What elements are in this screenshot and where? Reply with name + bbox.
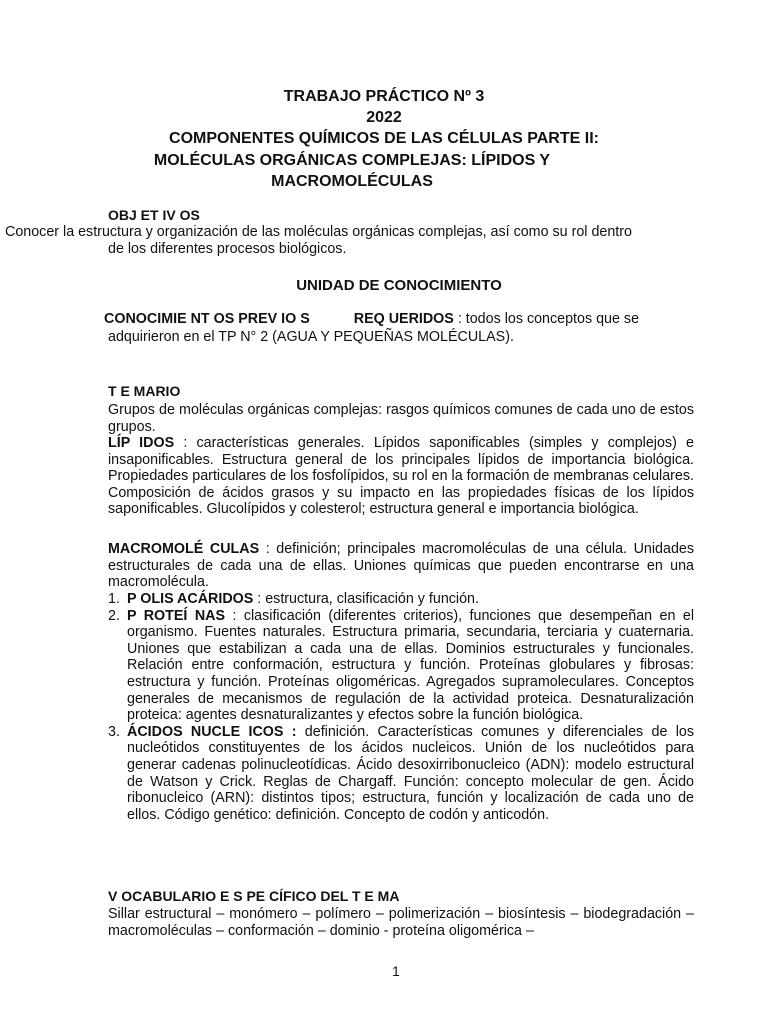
objetivos-text-line-1: Conocer la estructura y organización de las moléculas orgánicas complejas, así como su rol dentro xyxy=(5,224,632,240)
list-item xyxy=(108,608,694,724)
page-number: 1 xyxy=(392,963,400,979)
previos-line-2: adquirieron en el TP N° 2 (AGUA Y PEQUEÑAS MOLÉCULAS). xyxy=(108,329,514,345)
temario-macromoleculas xyxy=(108,541,694,591)
title-line-4: MOLÉCULAS ORGÁNICAS COMPLEJAS: LÍPIDOS Y xyxy=(153,152,551,169)
macro-label: MACROMOLÉ CULAS xyxy=(108,541,260,557)
list-item-text: definición. Características comunes y diferenciales de los nucleótidos constituyentes de los ácidos nucleicos. Unión de los nucleótidos para generar cadenas polinucleotídicas. Ácido desoxirribonucleico (ADN): modelo estructural de Watson y Crick. Reglas de Chargaff. Función: concepto molecular de gen. Ácido ribonucleico (ARN): distintos tipos; estructura, función y localización de cada uno de ellos. Código genético: definición. Concepto de codón y anticodón. xyxy=(127,723,694,823)
list-item-text: : clasificación (diferentes criterios), funciones que desempeñan en el organismo. Fuentes naturales. Estructura primaria, secundaria, terciaria y cuaternaria. Uniones que estabilizan a cada una de ellas. Dominios estructurales y funcionales. Relación entre conformación, estructura y función. Proteínas globulares y fibrosas: estructura y función. Proteínas oligoméricas. Agregados supramoleculares. Conceptos generales de mecanismos de regulación de la actividad proteica. Desnaturalización proteica: agentes desnaturalizantes y efectos sobre la función biológica. xyxy=(127,607,694,724)
list-item-label: ÁCIDOS NUCLE ICOS : xyxy=(127,723,297,740)
lipidos-label: LÍP IDOS xyxy=(108,435,175,451)
temario-heading: T E MARIO xyxy=(108,383,181,399)
temario-intro: Grupos de moléculas orgánicas complejas: rasgos químicos comunes de cada uno de estos grupos. xyxy=(108,402,694,435)
macromoleculas-list xyxy=(108,591,694,823)
list-item-label: P ROTEÍ NAS xyxy=(127,607,226,624)
list-item-number: 1. xyxy=(108,591,120,607)
temario-lipidos xyxy=(108,435,694,518)
previos-label-b: REQ UERIDOS xyxy=(353,311,454,327)
list-item-text: : estructura, clasificación y función. xyxy=(253,591,479,607)
list-item xyxy=(108,591,694,608)
title-line-3: COMPONENTES QUÍMICOS DE LAS CÉLULAS PARTE II: xyxy=(169,130,599,147)
vocabulario-text: Sillar estructural – monómero – polímero – polimerización – biosíntesis – biodegradación – macromoléculas – conformación – dominio - proteína oligomérica – xyxy=(108,906,694,939)
list-item-number: 3. xyxy=(108,723,120,740)
list-item xyxy=(108,724,694,824)
title-line-2: 2022 xyxy=(366,109,402,126)
objetivos-heading: OBJ ET IV OS xyxy=(108,207,200,223)
title-line-5: MACROMOLÉCULAS xyxy=(271,173,433,190)
previos-label-a: CONOCIMIE NT OS PREV IO S xyxy=(104,311,310,327)
unidad-heading: UNIDAD DE CONOCIMIENTO xyxy=(296,277,502,294)
list-item-label: P OLIS ACÁRIDOS xyxy=(127,591,254,607)
lipidos-text: : características generales. Lípidos saponificables (simples y complejos) e insaponificables. Estructura general de los principales lípidos de importancia biológica. Propiedades particulares de los fosfolípidos, su rol en la formación de membranas celulares. Composición de ácidos grasos y su impacto en las propiedades físicas de los lípidos saponificables. Glucolípidos y colesterol; estructura general e importancia biológica. xyxy=(108,435,694,518)
title-line-1: TRABAJO PRÁCTICO Nº 3 xyxy=(283,88,485,105)
macro-text: : definición; principales macromoléculas de una célula. Unidades estructurales de cada una de ellas. Uniones químicas que pueden encontrarse en una macromolécula. xyxy=(108,541,694,591)
previos-text-1: : todos los conceptos que se xyxy=(453,311,640,327)
objetivos-text-line-2: de los diferentes procesos biológicos. xyxy=(108,241,347,257)
vocabulario-heading: V OCABULARIO E S PE CÍFICO DEL T E MA xyxy=(108,888,400,904)
previos-line-1 xyxy=(104,311,704,328)
list-item-number: 2. xyxy=(108,607,120,624)
